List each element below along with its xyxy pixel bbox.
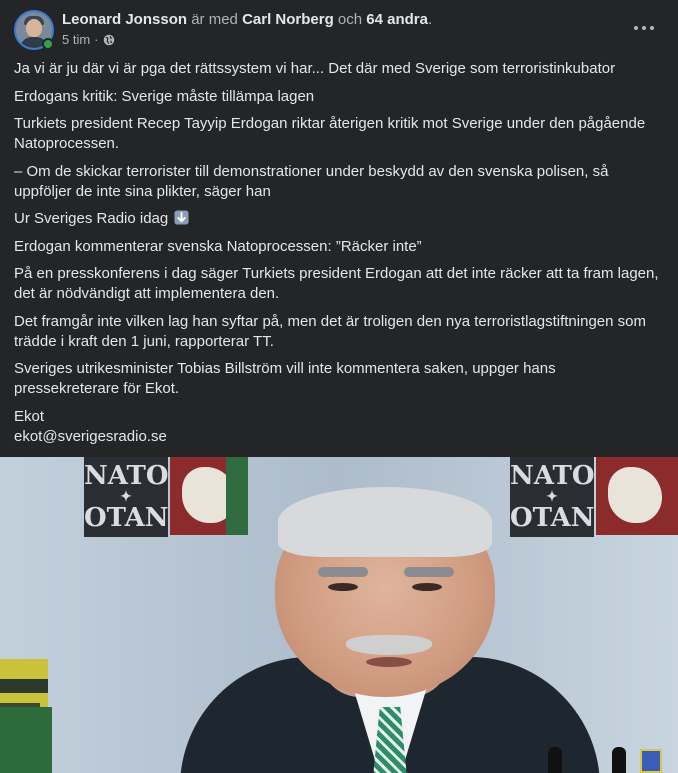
post-paragraph: – Om de skickar terrorister till demonstrationer under beskydd av den svenska polisen, så uppföljer de inte sina plikter, säger han: [14, 162, 609, 200]
others-link[interactable]: 64 andra: [366, 11, 428, 28]
signature: [14, 407, 664, 447]
mustache: [346, 635, 432, 655]
post-paragraph: Turkiets president Recep Tayyip Erdogan riktar återigen kritik mot Sverige under den pågående Natoprocessen.: [14, 115, 646, 152]
microphone-icon: [548, 747, 562, 773]
nato-sign-right-top: NATO: [510, 461, 595, 491]
lion-icon: [608, 467, 662, 523]
speaker-figure: [160, 457, 600, 773]
post-photo[interactable]: [0, 457, 678, 773]
period-text: .: [427, 11, 433, 28]
side-panel-green: [0, 707, 52, 773]
nato-sign-left: [84, 457, 168, 537]
mouth: [366, 657, 412, 667]
side-panel-text-block: [0, 679, 48, 693]
source-text: Ur Sveriges Radio idag: [14, 210, 169, 227]
post-paragraph: På en presskonferens i dag säger Turkiets president Erdogan att det inte räcker att ta fram lagen, det är nödvändigt att implementera den.: [14, 265, 659, 302]
hair: [278, 487, 492, 557]
more-dot: [642, 26, 646, 30]
timestamp-link[interactable]: 5 tim: [62, 32, 91, 47]
signature-name: Ekot: [14, 407, 45, 425]
and-text: och: [337, 11, 363, 28]
author-name-link[interactable]: Leonard Jonsson: [62, 11, 188, 28]
tagged-person-link[interactable]: Carl Norberg: [242, 11, 334, 28]
nato-sign-left-bottom: OTAN: [84, 503, 169, 533]
post-header: [0, 0, 678, 56]
nato-sign-right-bottom: OTAN: [510, 503, 595, 533]
post-paragraph: Ja vi är ju där vi är pga det rättssystem vi har... Det där med Sverige som terroristinkubator: [14, 60, 616, 77]
eye: [328, 583, 358, 591]
post-meta: [62, 10, 432, 49]
down-arrow-emoji-icon: [174, 210, 189, 225]
timestamp-separator: ·: [94, 32, 99, 47]
online-status-icon: [42, 38, 54, 50]
eyebrow: [318, 567, 368, 577]
post-paragraph: Erdogan kommenterar svenska Natoprocessen: ”Räcker inte”: [14, 237, 422, 255]
with-text: är med: [191, 11, 238, 28]
post-paragraph: Erdogans kritik: Sverige måste tillämpa lagen: [14, 87, 315, 105]
avatar-head: [26, 19, 42, 37]
eyebrow: [404, 567, 454, 577]
more-dot: [650, 26, 654, 30]
globe-icon[interactable]: [103, 34, 115, 46]
post-paragraph: Sveriges utrikesminister Tobias Billström vill inte kommentera saken, uppger hans pressekreterare för Ekot.: [14, 360, 556, 397]
lion-emblem-right: [596, 457, 678, 535]
nato-star-icon: ✦: [546, 489, 558, 505]
signature-email: ekot@sverigesradio.se: [14, 427, 167, 445]
eye: [412, 583, 442, 591]
lapel-pin-icon: [640, 749, 662, 773]
more-options-button[interactable]: [634, 20, 654, 36]
microphone-icon: [612, 747, 626, 773]
actor-line: [62, 10, 432, 29]
post-text: [0, 56, 678, 447]
more-horizontal-icon: [634, 26, 638, 30]
source-line: [14, 209, 664, 229]
nato-sign-left-top: NATO: [84, 461, 169, 491]
post-paragraph: Det framgår inte vilken lag han syftar på, men det är troligen den nya terroristlagstiftningen som trädde i kraft den 1 juni, rapporterar TT.: [14, 312, 646, 350]
timestamp-line: [62, 30, 432, 49]
nato-star-icon: ✦: [120, 489, 132, 505]
